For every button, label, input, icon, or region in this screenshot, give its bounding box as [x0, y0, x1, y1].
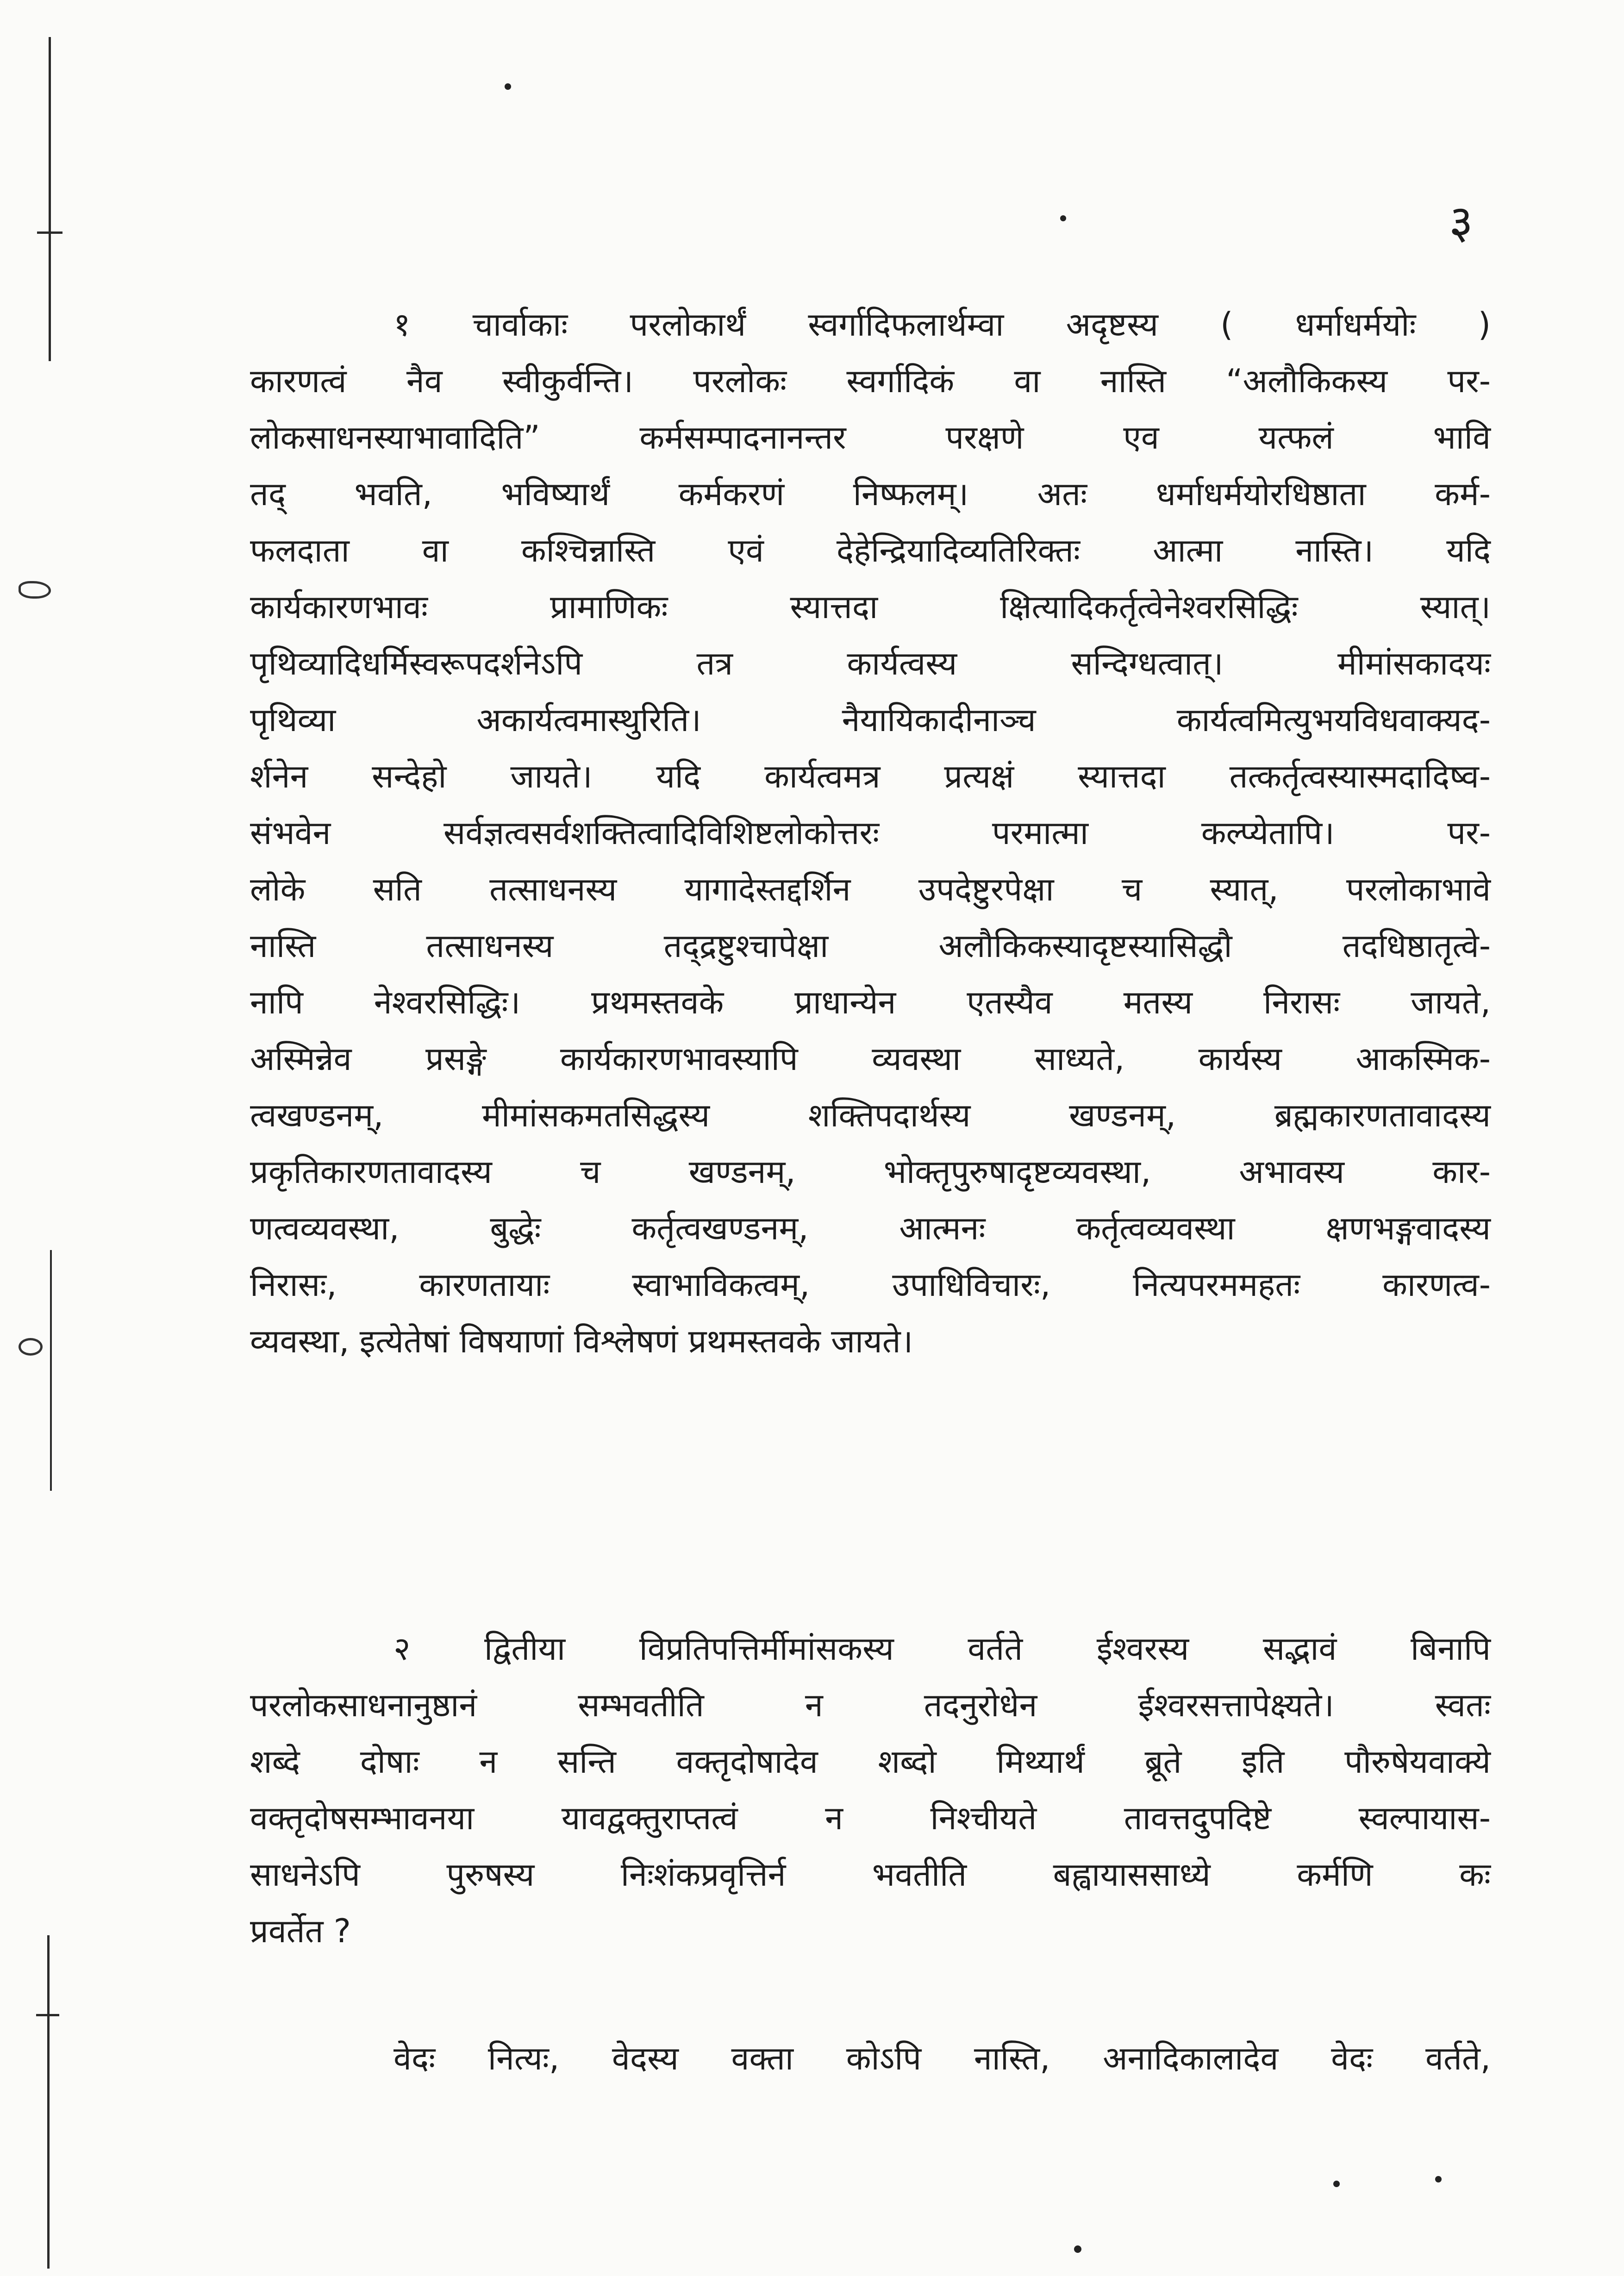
text-line: साधनेऽपि पुरुषस्य निःशंकप्रवृत्तिर्न भवतीति बह्वायाससाध्ये कर्मणि कः — [250, 1856, 1491, 1894]
text-line: वेदः नित्यः, वेदस्य वक्ता कोऽपि नास्ति, अनादिकालादेव वेदः वर्तते, — [394, 2039, 1491, 2077]
text-line: तद् भवति, भविष्यार्थं कर्मकरणं निष्फलम्। अतः धर्माधर्मयोरधिष्ठाता कर्म- — [250, 475, 1491, 513]
text-line: २ द्वितीया विप्रतिपत्तिर्मीमांसकस्य वर्तते ईश्वरस्य सद्भावं बिनापि — [394, 1630, 1491, 1668]
text-line: त्वखण्डनम्, मीमांसकमतसिद्धस्य शक्तिपदार्थस्य खण्डनम्, ब्रह्मकारणतावादस्य — [250, 1096, 1491, 1134]
text-line: प्रकृतिकारणतावादस्य च खण्डनम्, भोक्तृपुरुषादृष्टव्यवस्था, अभावस्य कार- — [250, 1153, 1491, 1191]
text-line: णत्वव्यवस्था, बुद्धेः कर्तृत्वखण्डनम्, आत्मनः कर्तृत्वव्यवस्था क्षणभङ्गवादस्य — [250, 1209, 1491, 1247]
margin-mark — [19, 581, 51, 599]
text-line: शब्दे दोषाः न सन्ति वक्तृदोषादेव शब्दो मिथ्यार्थं ब्रूते इति पौरुषेयवाक्ये — [250, 1743, 1491, 1781]
text-line: निरासः, कारणतायाः स्वाभाविकत्वम्, उपाधिविचारः, नित्यपरममहतः कारणत्व- — [250, 1266, 1491, 1304]
margin-mark — [19, 1338, 43, 1356]
speck — [1074, 2245, 1081, 2253]
text-line: लोके सति तत्साधनस्य यागादेस्तद्दर्शिन उपदेष्टुरपेक्षा च स्यात्, परलोकाभावे — [250, 870, 1491, 908]
text-line: संभवेन सर्वज्ञत्वसर्वशक्तित्वादिविशिष्टलोकोत्तरः परमात्मा कल्प्येतापि। पर- — [250, 814, 1491, 852]
text-line: वक्तृदोषसम्भावनया यावद्वक्तुराप्तत्वं न निश्चीयते तावत्तदुपदिष्टे स्वल्पायास- — [250, 1799, 1491, 1837]
text-line: फलदाता वा कश्चिन्नास्ति एवं देहेन्द्रियादिव्यतिरिक्तः आत्मा नास्ति। यदि — [250, 531, 1491, 569]
text-line: र्शनेन सन्देहो जायते। यदि कार्यत्वमत्र प्रत्यक्षं स्यात्तदा तत्कर्तृत्वस्यास्मदादिष्व- — [250, 757, 1491, 795]
text-line: कार्यकारणभावः प्रामाणिकः स्यात्तदा क्षित्यादिकर्तृत्वेनेश्वरसिद्धिः स्यात्। — [250, 588, 1491, 626]
binding-line-top — [49, 37, 51, 361]
text-line: कारणत्वं नैव स्वीकुर्वन्ति। परलोकः स्वर्गादिकं वा नास्ति “अलौकिकस्य पर- — [250, 362, 1491, 400]
text-line: पृथिव्या अकार्यत्वमास्थुरिति। नैयायिकादीनाञ्च कार्यत्वमित्युभयविधवाक्यद- — [250, 701, 1491, 739]
binding-line-mid — [50, 1250, 52, 1491]
binding-tick — [37, 231, 62, 234]
text-line: पृथिव्यादिधर्मिस्वरूपदर्शनेऽपि तत्र कार्यत्वस्य सन्दिग्धत्वात्। मीमांसकादयः — [250, 644, 1491, 682]
text-line: नास्ति तत्साधनस्य तद्द्रष्टुश्चापेक्षा अलौकिकस्यादृष्टस्यासिद्धौ तदधिष्ठातृत्वे- — [250, 927, 1491, 965]
text-line: व्यवस्था, इत्येतेषां विषयाणां विश्लेषणं प्रथमस्तवके जायते। — [250, 1322, 913, 1360]
speck — [1060, 215, 1066, 221]
text-line: प्रवर्तेत ? — [250, 1912, 351, 1950]
paragraph-2 — [250, 1620, 1491, 1959]
page-number: ३ — [1449, 195, 1473, 249]
text-line: लोकसाधनस्याभावादिति” कर्मसम्पादनानन्तर परक्षणे एव यत्फलं भावि — [250, 419, 1491, 456]
text-line: १ चार्वाकाः परलोकार्थं स्वर्गादिफलार्थम्वा अदृष्टस्य ( धर्माधर्मयोः ) — [394, 306, 1491, 344]
speck — [1333, 2181, 1340, 2187]
paragraph-3 — [250, 2030, 1491, 2087]
binding-line-bottom — [47, 1935, 50, 2269]
paragraph-1 — [250, 296, 1491, 1369]
speck — [1435, 2176, 1442, 2182]
text-line: नापि नेश्वरसिद्धिः। प्रथमस्तवके प्राधान्येन एतस्यैव मतस्य निरासः जायते, — [250, 983, 1491, 1021]
text-line: परलोकसाधनानुष्ठानं सम्भवतीति न तदनुरोधेन ईश्वरसत्तापेक्ष्यते। स्वतः — [250, 1686, 1491, 1724]
binding-tick — [36, 2014, 59, 2016]
speck — [505, 83, 511, 90]
text-line: अस्मिन्नेव प्रसङ्गे कार्यकारणभावस्यापि व्यवस्था साध्यते, कार्यस्य आकस्मिक- — [250, 1040, 1491, 1078]
